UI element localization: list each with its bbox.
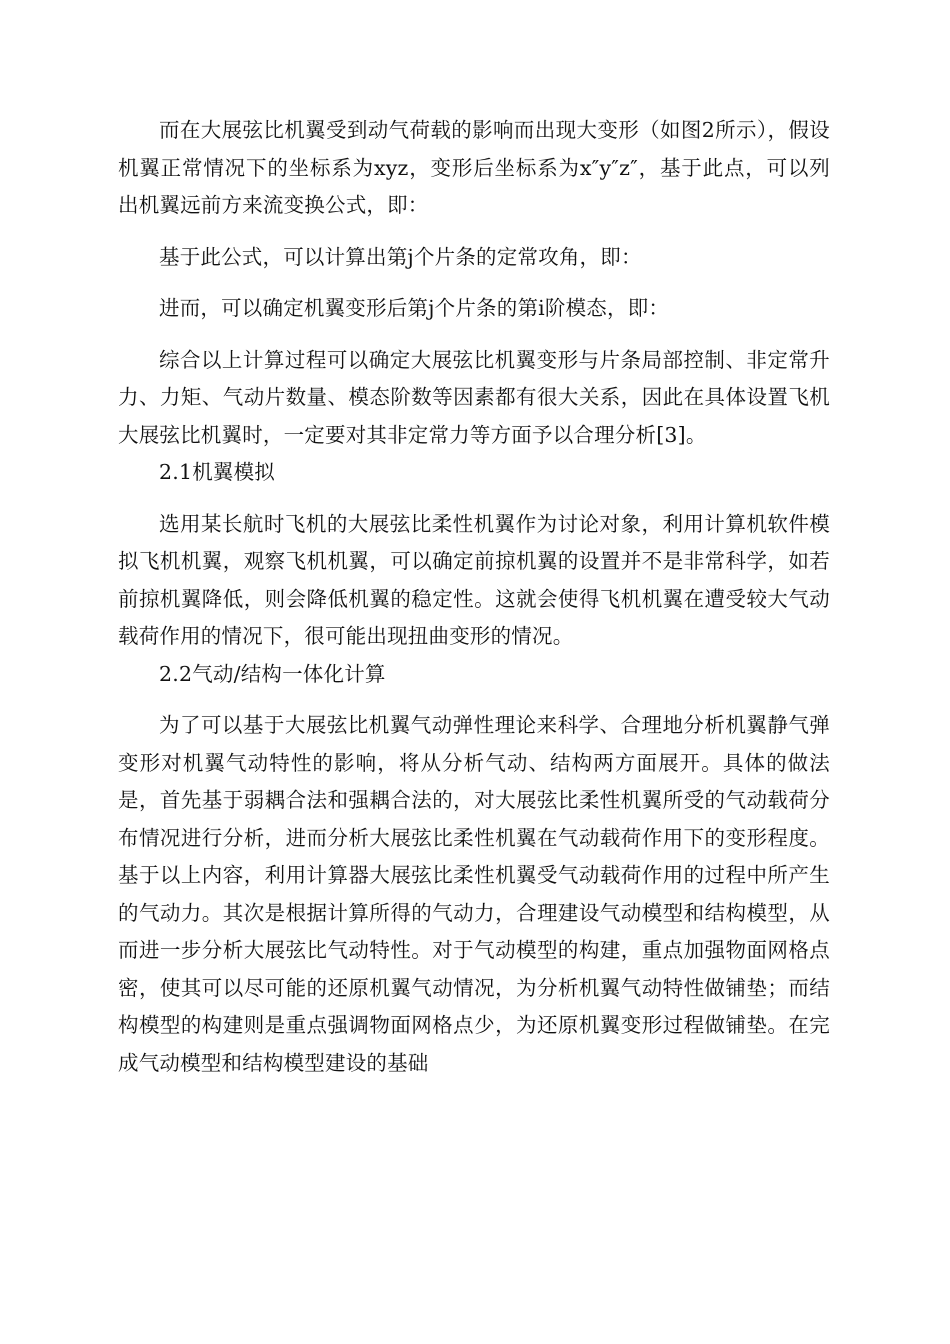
paragraph-mode-shape: 进而，可以确定机翼变形后第j个片条的第i阶模态，即： bbox=[159, 296, 670, 320]
paragraph-integrated-calculation: 为了可以基于大展弦比机翼气动弹性理论来科学、合理地分析机翼静气弹变形对机翼气动特性的影响，将从分析气动、结构两方面展开。具体的做法是，首先基于弱耦合法和强耦合法的，对大展弦比柔性机翼所受的气动载荷分布情况进行分析，进而分析大展弦比柔性机翼在气动载荷作用下的变形程度。基于以上内容，利用计算器大展弦比柔性机翼受气动载荷作用的过程中所产生的气动力。其次是根据计算所得的气动力，合理建设气动模型和结构模型，从而进一步分析大展弦比气动特性。对于气动模型的构建，重点加强物面网格点密，使其可以尽可能的还原机翼气动情况，为分析机翼气动特性做铺垫；而结构模型的构建则是重点强调物面网格点少，为还原机翼变形过程做铺垫。在完成气动模型和结构模型建设的基础 bbox=[118, 713, 830, 1075]
section-heading-wing-simulation: 2.1机翼模拟 bbox=[159, 460, 276, 484]
document-body bbox=[118, 112, 830, 1082]
paragraph-wing-simulation: 选用某长航时飞机的大展弦比柔性机翼作为讨论对象，利用计算机软件模拟飞机机翼，观察飞机机翼，可以确定前掠机翼的设置并不是非常科学，如若前掠机翼降低，则会降低机翼的稳定性。这就会使得飞机机翼在遭受较大气动载荷作用的情况下，很可能出现扭曲变形的情况。 bbox=[118, 511, 830, 648]
section-heading-integrated-calculation: 2.2气动/结构一体化计算 bbox=[159, 661, 386, 686]
paragraph-steady-attack-angle: 基于此公式，可以计算出第j个片条的定常攻角，即： bbox=[159, 244, 642, 269]
paragraph-summary: 综合以上计算过程可以确定大展弦比机翼变形与片条局部控制、非定常升力、力矩、气动片数量、模态阶数等因素都有很大关系，因此在具体设置飞机大展弦比机翼时，一定要对其非定常力等方面予以合理分析[3]。 bbox=[118, 347, 830, 447]
paragraph-coordinate-transform: 而在大展弦比机翼受到动气荷载的影响而出现大变形（如图2所示），假设机翼正常情况下的坐标系为xyz，变形后坐标系为x″y″z″，基于此点，可以列出机翼远前方来流变换公式，即： bbox=[118, 118, 830, 217]
